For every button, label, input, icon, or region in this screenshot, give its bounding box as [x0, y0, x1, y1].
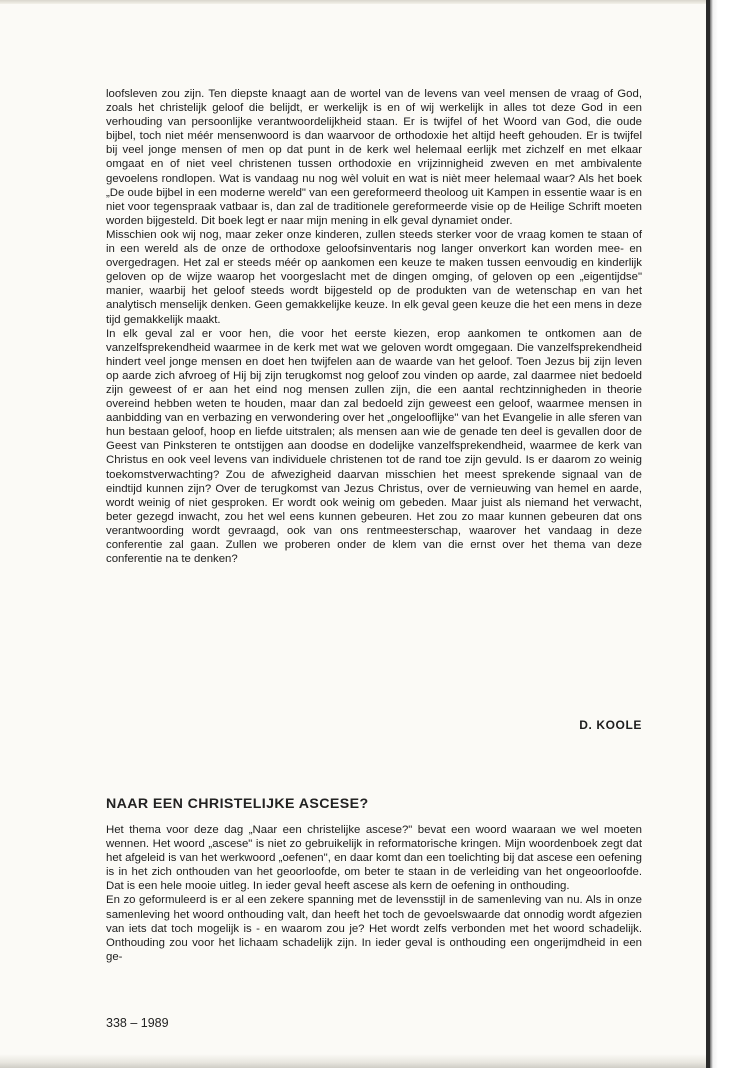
article-body — [106, 87, 642, 566]
section-paragraph: En zo geformuleerd is er al een zekere spanning met de levensstijl in de samenleving van nu. Als in onze samenleving het woord onthouding valt, dan heeft het toch de gevoelswaarde dat onnodig wordt afgezien van iets dat toch mogelijk is - en waarom zou je? Het wordt zelfs verbonden met het woord schadelijk. Onthouding zou voor het lichaam schadelijk zijn. In ieder geval is onthouding een ongerijmdheid in een ge- — [106, 894, 642, 963]
page-number: 338 – 1989 — [106, 1016, 169, 1030]
section-paragraph: Het thema voor deze dag „Naar een christelijke ascese?" bevat een woord waaraan we wel moeten wennen. Het woord „ascese" is niet zo gebruikelijk in reformatorische kringen. Mijn woordenboek zegt dat het afgeleid is van het werkwoord „oefenen", en daar komt dan een toelichting bij dat ascese een oefening is in het zich onthouden van het geoorloofde, om beter te staan in de verleiding van het ongeoorloofde. Dat is een hele mooie uitleg. In ieder geval heeft ascese als kern de oefening in onthouding. — [106, 824, 642, 893]
article-paragraph: loofsleven zou zijn. Ten diepste knaagt aan de wortel van de levens van veel mensen de vraag of God, zoals het christelijk geloof die belijdt, er werkelijk is en of wij werkelijk in alles tot deze God in een verhouding van persoonlijke verantwoordelijkheid staan. Er is twijfel of het Woord van God, die oude bijbel, toch niet méér mensenwoord is dan waarvoor de orthodoxie het altijd heeft gehouden. Er is twijfel bij veel jonge mensen of men op dat punt in de kerk wel helemaal eerlijk met zichzelf en met elkaar omgaat en of niet veel christenen tussen orthodoxie en vrijzinnigheid zweven en met ambivalente gevoelens rondlopen. Wat is vandaag nu nog wèl voluit en wat is nièt meer helemaal waar? Als het boek „De oude bijbel in een moderne wereld" van een gereformeerd theoloog uit Kampen in essentie waar is en niet voor tegenspraak vatbaar is, dan zal de traditionele gereformeerde visie op de Heilige Schrift moeten worden bijgesteld. Dit boek legt er naar mijn mening in elk geval dynamiet onder. — [106, 88, 642, 227]
author-signature: D. KOOLE — [579, 718, 642, 732]
scan-binding-edge — [706, 0, 738, 1068]
page-top-edge — [0, 0, 708, 4]
section-heading: NAAR EEN CHRISTELIJKE ASCESE? — [106, 796, 369, 812]
page-bottom-edge — [0, 1054, 708, 1068]
section-body — [106, 823, 642, 964]
article-paragraph: Misschien ook wij nog, maar zeker onze kinderen, zullen steeds sterker voor de vraag komen te staan of in een wereld als de onze de orthodoxe geloofsinventaris nog langer onverkort kan worden mee- en overgedragen. Het zal er steeds méér op aankomen een keuze te maken tussen eenvoudig en kinderlijk geloven op de wijze waarop het voorgeslacht met de dingen omging, of geloven op een „eigentijdse" manier, waarbij het geloof steeds wordt bijgesteld op de produkten van de wetenschap en van het analytisch menselijk denken. Geen gemakkelijke keuze. In elk geval geen keuze die het een mens in deze tijd gemakkelijk maakt. — [106, 228, 642, 326]
article-paragraph: In elk geval zal er voor hen, die voor het eerste kiezen, erop aankomen te ontkomen aan de vanzelfsprekendheid waarmee in de kerk met wat we geloven wordt omgegaan. Die vanzelfsprekendheid hindert veel jonge mensen en doet hen twijfelen aan de waarde van het geloof. Toen Jezus bij zijn leven op aarde zich afvroeg of Hij bij zijn terugkomst nog geloof zou vinden op aarde, zal daarmee niet bedoeld zijn geweest of er aan het eind nog mensen zullen zijn, die een aantal rechtzinnigheden in theorie overeind hebben weten te houden, maar dan zal bedoeld zijn geweest een geloof, waarmee mensen in aanbidding van en verbazing en verwondering over het „ongelooflijke" van het Evangelie in alle sferen van hun bestaan geloof, hoop en liefde uitstralen; als mensen aan wie de genade ten deel is gevallen door de Geest van Pinksteren te ontstijgen aan doodse en dodelijke vanzelfsprekendheid, waarmee de kerk van Christus en ook veel levens van individuele christenen tot de rand toe zijn gevuld. Is er daarom zo weinig toekomstverwachting? Zou de afwezigheid daarvan misschien het meest sprekende signaal van de eindtijd kunnen zijn? Over de terugkomst van Jezus Christus, over de vernieuwing van hemel en aarde, wordt weinig of niet gesproken. Er wordt ook weinig om gebeden. Maar juist als niemand het verwacht, beter gezegd inwacht, zou het wel eens kunnen gebeuren. Het zou zo maar kunnen gebeuren dat ons verantwoording wordt gevraagd, ook van ons rentmeesterschap, waarover het vandaag in deze conferentie zal gaan. Zullen we proberen onder de klem van die ernst over het thema van deze conferentie na te denken? — [106, 327, 642, 566]
